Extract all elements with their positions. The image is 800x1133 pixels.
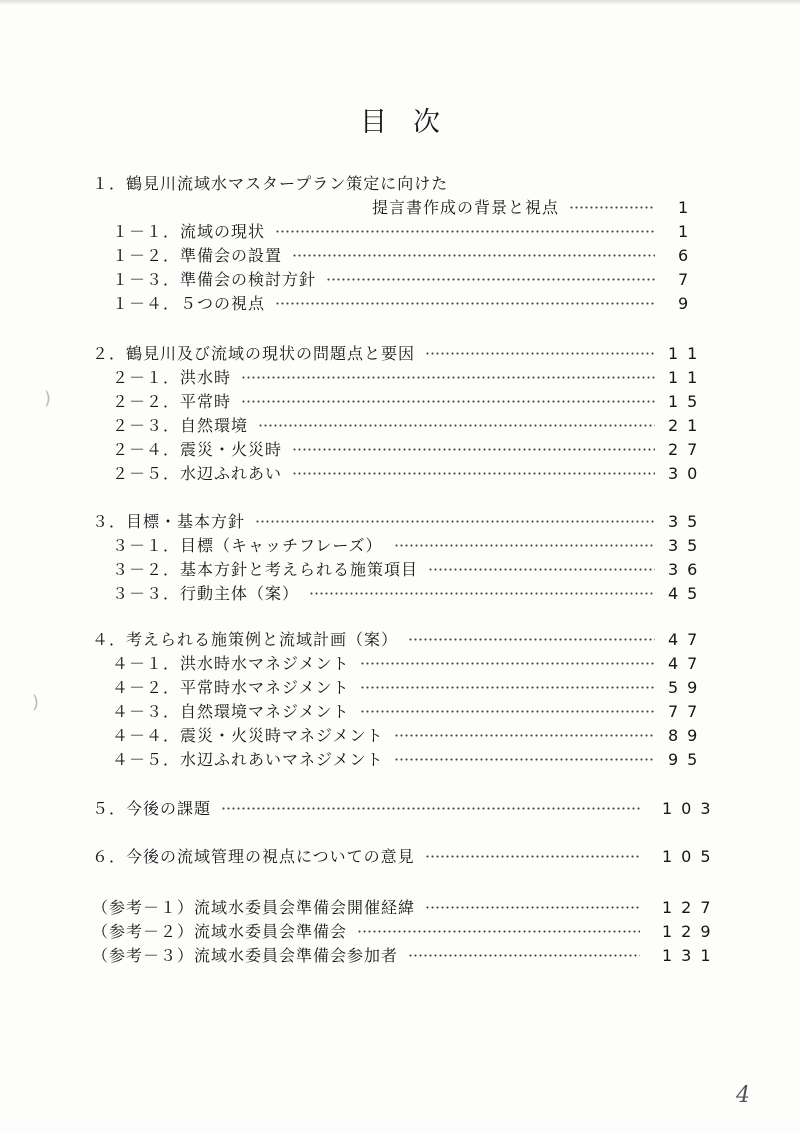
page-number: 15 xyxy=(668,392,707,411)
dot-leader xyxy=(425,906,640,909)
toc-item xyxy=(112,438,760,462)
toc-item xyxy=(112,244,760,268)
page-number: 1 xyxy=(678,222,698,241)
toc-reference xyxy=(92,896,760,920)
entry-title: （参考－１）流域水委員会準備会開催経緯 xyxy=(92,898,416,917)
page-title: 目次 xyxy=(360,107,466,138)
toc-item xyxy=(112,414,760,438)
toc-item xyxy=(112,268,760,292)
dot-leader xyxy=(394,734,655,737)
entry-title: ２－３．自然環境 xyxy=(112,416,249,435)
punch-hole-mark: ) xyxy=(32,692,40,713)
page-number: 35 xyxy=(668,512,707,531)
entry-title: １－４．５つの視点 xyxy=(112,294,266,313)
dot-leader xyxy=(258,424,655,427)
dot-leader xyxy=(241,376,655,379)
toc-item xyxy=(112,558,760,582)
entry-title: ２－５．水辺ふれあい xyxy=(112,464,283,483)
entry-title: ４．考えられる施策例と流域計画（案） xyxy=(92,630,399,649)
entry-title: １．鶴見川流域水マスタープラン策定に向けた xyxy=(92,174,449,193)
page-number: 103 xyxy=(662,799,720,818)
page-number: 127 xyxy=(662,898,720,917)
toc-item xyxy=(112,676,760,700)
entry-title: （参考－３）流域水委員会準備会参加者 xyxy=(92,946,399,965)
toc-section xyxy=(92,172,760,196)
toc-item xyxy=(112,724,760,748)
toc-item xyxy=(112,292,760,316)
dot-leader xyxy=(275,302,655,305)
page-number: 129 xyxy=(662,922,720,941)
toc-reference xyxy=(92,920,760,944)
entry-title: ３－３．行動主体（案） xyxy=(112,584,300,603)
dot-leader xyxy=(394,544,655,547)
entry-title: ３．目標・基本方針 xyxy=(92,512,246,531)
dot-leader xyxy=(309,592,655,595)
entry-title: ３－２．基本方針と考えられる施策項目 xyxy=(112,560,419,579)
page-number: 6 xyxy=(678,246,698,265)
dot-leader xyxy=(292,472,655,475)
entry-title: １－３．準備会の検討方針 xyxy=(112,270,317,289)
toc-item xyxy=(112,220,760,244)
dot-leader xyxy=(360,662,655,665)
toc-item xyxy=(112,390,760,414)
toc-item xyxy=(112,582,760,606)
dot-leader xyxy=(569,206,655,209)
page-number: 47 xyxy=(668,630,707,649)
entry-title: ２－２．平常時 xyxy=(112,392,232,411)
page-number: 1 xyxy=(678,198,698,217)
toc-section xyxy=(92,342,760,366)
dot-leader xyxy=(275,230,655,233)
page-number: 11 xyxy=(668,344,707,363)
entry-title: ４－５．水辺ふれあいマネジメント xyxy=(112,750,384,769)
toc-item xyxy=(112,748,760,772)
dot-leader xyxy=(408,638,655,641)
dot-leader xyxy=(425,855,640,858)
toc-item xyxy=(112,366,760,390)
entry-title: １－１．流域の現状 xyxy=(112,222,266,241)
page-number: 131 xyxy=(662,946,720,965)
page-number: 27 xyxy=(668,440,707,459)
toc-section-continued xyxy=(372,196,760,220)
dot-leader xyxy=(241,400,655,403)
page-number: 95 xyxy=(668,750,707,769)
toc-section xyxy=(92,845,760,869)
dot-leader xyxy=(292,254,655,257)
toc-section xyxy=(92,510,760,534)
entry-title: ４－２．平常時水マネジメント xyxy=(112,678,350,697)
dot-leader xyxy=(292,448,655,451)
page-number: 105 xyxy=(662,847,720,866)
toc-item xyxy=(112,462,760,486)
entry-title: ２－１．洪水時 xyxy=(112,368,232,387)
entry-title: ２．鶴見川及び流域の現状の問題点と要因 xyxy=(92,344,416,363)
entry-title: ５．今後の課題 xyxy=(92,799,212,818)
toc-item xyxy=(112,652,760,676)
entry-title: ３－１．目標（キャッチフレーズ） xyxy=(112,536,383,555)
entry-title: ４－４．震災・火災時マネジメント xyxy=(112,726,384,745)
toc-item xyxy=(112,534,760,558)
punch-hole-mark: ) xyxy=(44,388,52,409)
page-number: 9 xyxy=(678,294,698,313)
dot-leader xyxy=(326,278,655,281)
toc-section xyxy=(92,628,760,652)
entry-title: ２－４．震災・火災時 xyxy=(112,440,283,459)
page-number: 47 xyxy=(668,654,707,673)
entry-title: ４－１．洪水時水マネジメント xyxy=(112,654,350,673)
page-number: 77 xyxy=(668,702,707,721)
entry-title: 提言書作成の背景と視点 xyxy=(372,198,560,217)
page-number: 30 xyxy=(668,464,707,483)
entry-title: １－２．準備会の設置 xyxy=(112,246,283,265)
dot-leader xyxy=(425,352,655,355)
dot-leader xyxy=(221,807,640,810)
page-number: 45 xyxy=(668,584,707,603)
page-number: 21 xyxy=(668,416,707,435)
dot-leader xyxy=(360,686,655,689)
dot-leader xyxy=(360,710,655,713)
dot-leader xyxy=(357,930,640,933)
handwritten-page-mark: 4 xyxy=(736,1083,750,1108)
page-number: 36 xyxy=(668,560,707,579)
dot-leader xyxy=(255,520,655,523)
page-number: 59 xyxy=(668,678,707,697)
page-number: 11 xyxy=(668,368,707,387)
toc-section xyxy=(92,797,760,821)
page-number: 35 xyxy=(668,536,707,555)
dot-leader xyxy=(428,568,655,571)
toc-item xyxy=(112,700,760,724)
entry-title: ４－３．自然環境マネジメント xyxy=(112,702,350,721)
dot-leader xyxy=(394,758,655,761)
dot-leader xyxy=(408,954,640,957)
entry-title: （参考－２）流域水委員会準備会 xyxy=(92,922,348,941)
toc-reference xyxy=(92,944,760,968)
page-number: 89 xyxy=(668,726,707,745)
page-number: 7 xyxy=(678,270,698,289)
entry-title: ６．今後の流域管理の視点についての意見 xyxy=(92,847,415,866)
